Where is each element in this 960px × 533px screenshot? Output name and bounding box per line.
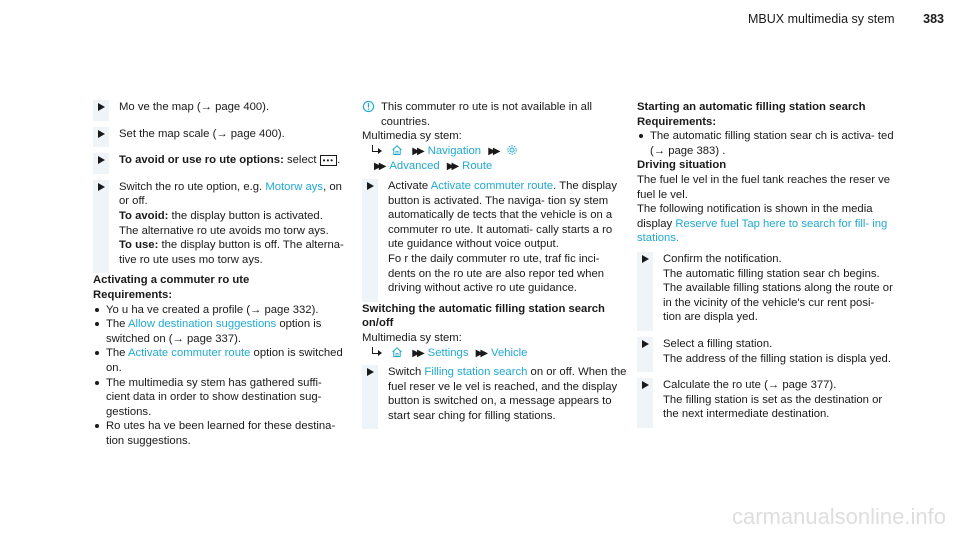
- home-icon: [391, 346, 403, 358]
- double-chevron-icon: ▶▶: [446, 161, 457, 173]
- step-bar: [93, 180, 109, 274]
- arrow-right-icon: [642, 381, 649, 389]
- step-bar: [93, 127, 109, 148]
- list-item: The Activate commuter route option is switched on.: [93, 346, 345, 375]
- section-heading-start: Starting an automatic filling station search: [637, 101, 866, 113]
- menu-path-settings[interactable]: Settings: [427, 346, 469, 359]
- section-heading-activate: Activating a commuter ro ute: [93, 274, 250, 287]
- arrow-right-icon: [98, 183, 105, 191]
- arrow-right-icon: [642, 340, 649, 348]
- menu-label: Multimedia sy stem:: [362, 331, 462, 344]
- step-select-station: Select a filling station. The address of the filling station is displa yed.: [637, 337, 895, 372]
- step-text: select: [283, 154, 320, 167]
- step-confirm: Confirm the notification. The automatic filling station sear ch begins. The available filling stations along the route or in the vicinity of the vehicle's cur rent posi‐ tion are displa yed.: [637, 252, 895, 331]
- menu-path: [362, 144, 630, 175]
- avoid-label: To avoid:: [119, 209, 169, 222]
- step-text: Mo ve the map (: [119, 101, 201, 113]
- ellipsis-icon: •••: [320, 155, 337, 166]
- paragraph: The following notification is shown in the media display Reserve fuel Tap here to search for fill‐ ing stations.: [637, 203, 888, 245]
- list-item: The automatic filling station sear ch is activa‐ ted (→ page 383) .: [637, 129, 895, 158]
- arrow-ref-icon: →: [653, 144, 669, 157]
- column-3: [637, 100, 895, 428]
- double-chevron-icon: ▶▶: [488, 145, 498, 157]
- arrow-ref-icon: →: [250, 303, 265, 316]
- list-item: The Allow destination suggestions option is switched on (→ page 337).: [93, 317, 345, 346]
- reserve-fuel-link[interactable]: Reserve fuel Tap here to search for fill‐ ing stations.: [637, 217, 888, 245]
- note: This commuter ro ute is not available in all countries.: [362, 100, 630, 129]
- arrow-ref-icon: →: [216, 127, 231, 140]
- page-ref[interactable]: page 400).: [230, 127, 285, 140]
- menu-path-vehicle[interactable]: Vehicle: [491, 346, 528, 359]
- arrow-right-icon: [98, 130, 105, 138]
- arrow-ref-icon: →: [767, 379, 783, 392]
- step-switch-filling: Switch Filling station search on or off. When the fuel reser ve le vel is reached, and the display button is switched on, a message appears to start sear ching for filling stations.: [362, 365, 630, 429]
- step-set-scale: [93, 127, 345, 148]
- header-title: MBUX multimedia sy stem: [748, 12, 895, 26]
- step-move-map: [93, 100, 345, 121]
- requirements-heading: Requirements:: [93, 288, 173, 301]
- step-bar: [93, 100, 109, 121]
- page-ref[interactable]: page 337).: [187, 332, 242, 345]
- step-bar: [637, 252, 653, 331]
- page-number: 383: [923, 12, 944, 26]
- menu-path-advanced[interactable]: Advanced: [389, 160, 440, 173]
- step-bar: [362, 365, 378, 429]
- step-calculate-route: Calculate the ro ute (→ page 377). The filling station is set as the destination or the next intermediate destination.: [637, 378, 895, 428]
- step-text: Switch the ro ute option, e.g.: [119, 180, 266, 193]
- allow-destination-link[interactable]: Allow destination suggestions: [127, 318, 277, 331]
- step-bar: [362, 179, 378, 302]
- step-switch-route-option: [93, 180, 345, 274]
- arrow-right-icon: [98, 103, 105, 111]
- page-ref[interactable]: page 400).: [215, 101, 270, 113]
- double-chevron-icon: ▶▶: [412, 347, 422, 359]
- paragraph: The fuel le vel in the fuel tank reaches the reser ve fuel le vel.: [637, 173, 891, 201]
- menu-path-route[interactable]: Route: [462, 160, 493, 173]
- step-activate-commuter: Activate Activate commuter route. The display button is activated. The naviga‐ tion sy stem automatically de tects that the vehicle is on a commuter ro ute. It automati‐ cally starts a ro ute guidance without voice output. Fo r the daily commuter ro ute, traf fic inci‐ dents on the ro ute are also repor ted when driving without active ro ute guidance.: [362, 179, 630, 302]
- step-text: , on or off.: [119, 180, 342, 208]
- double-chevron-icon: ▶▶: [374, 161, 384, 173]
- page-ref[interactable]: page 377).: [782, 379, 837, 392]
- arrow-right-icon: [367, 368, 374, 376]
- use-label: To use:: [119, 239, 159, 252]
- activate-commuter-link[interactable]: Activate commuter route: [127, 347, 251, 360]
- double-chevron-icon: ▶▶: [412, 145, 422, 157]
- filling-station-link[interactable]: Filling station search: [424, 366, 528, 379]
- watermark: carmanualsonline.info: [731, 504, 946, 530]
- info-icon: [362, 100, 375, 113]
- page-ref[interactable]: page 383) .: [668, 144, 726, 157]
- section-heading-switch: Switching the automatic filling station search on/off: [362, 302, 605, 330]
- list-item: Yo u ha ve created a profile (→ page 332).: [93, 303, 345, 318]
- home-icon: [391, 144, 403, 156]
- menu-path: [362, 346, 630, 362]
- step-bar: [637, 378, 653, 428]
- arrow-right-icon: [98, 156, 105, 164]
- return-arrow-icon: [370, 347, 382, 357]
- menu-label: Multimedia sy stem:: [362, 130, 462, 143]
- page-ref[interactable]: page 332).: [264, 303, 319, 316]
- step-route-options: To avoid or use ro ute options: select ••• .: [93, 153, 345, 174]
- column-2: [362, 100, 630, 429]
- step-bar: [93, 153, 109, 174]
- arrow-ref-icon: →: [172, 332, 187, 345]
- requirements-heading: Requirements:: [637, 115, 717, 128]
- gear-icon: [506, 144, 518, 156]
- list-item: The multimedia sy stem has gathered suffi‐ cient data in order to show destination sug‐ gestions.: [93, 376, 345, 420]
- return-arrow-icon: [370, 145, 382, 155]
- arrow-right-icon: [642, 255, 649, 263]
- driving-situation-heading: Driving situation: [637, 159, 727, 172]
- use-text: the display button is off. The alterna‐ tive ro ute uses mo torw ays.: [119, 239, 344, 266]
- step-label: To avoid or use ro ute options:: [119, 154, 284, 167]
- motorways-link[interactable]: Motorw ays: [265, 180, 324, 193]
- avoid-text: the display button is activated. The alternative ro ute avoids mo torw ays.: [119, 209, 329, 237]
- list-item: Ro utes ha ve been learned for these destina‐ tion suggestions.: [93, 419, 345, 448]
- step-bar: [637, 337, 653, 372]
- menu-path-navigation[interactable]: Navigation: [427, 144, 482, 157]
- page-header: [748, 12, 944, 28]
- column-1: [93, 100, 345, 448]
- step-text: Set the map scale (: [119, 127, 217, 140]
- activate-commuter-link[interactable]: Activate commuter route: [430, 179, 554, 192]
- double-chevron-icon: ▶▶: [475, 347, 486, 359]
- arrow-right-icon: [367, 182, 374, 190]
- arrow-ref-icon: →: [200, 101, 216, 113]
